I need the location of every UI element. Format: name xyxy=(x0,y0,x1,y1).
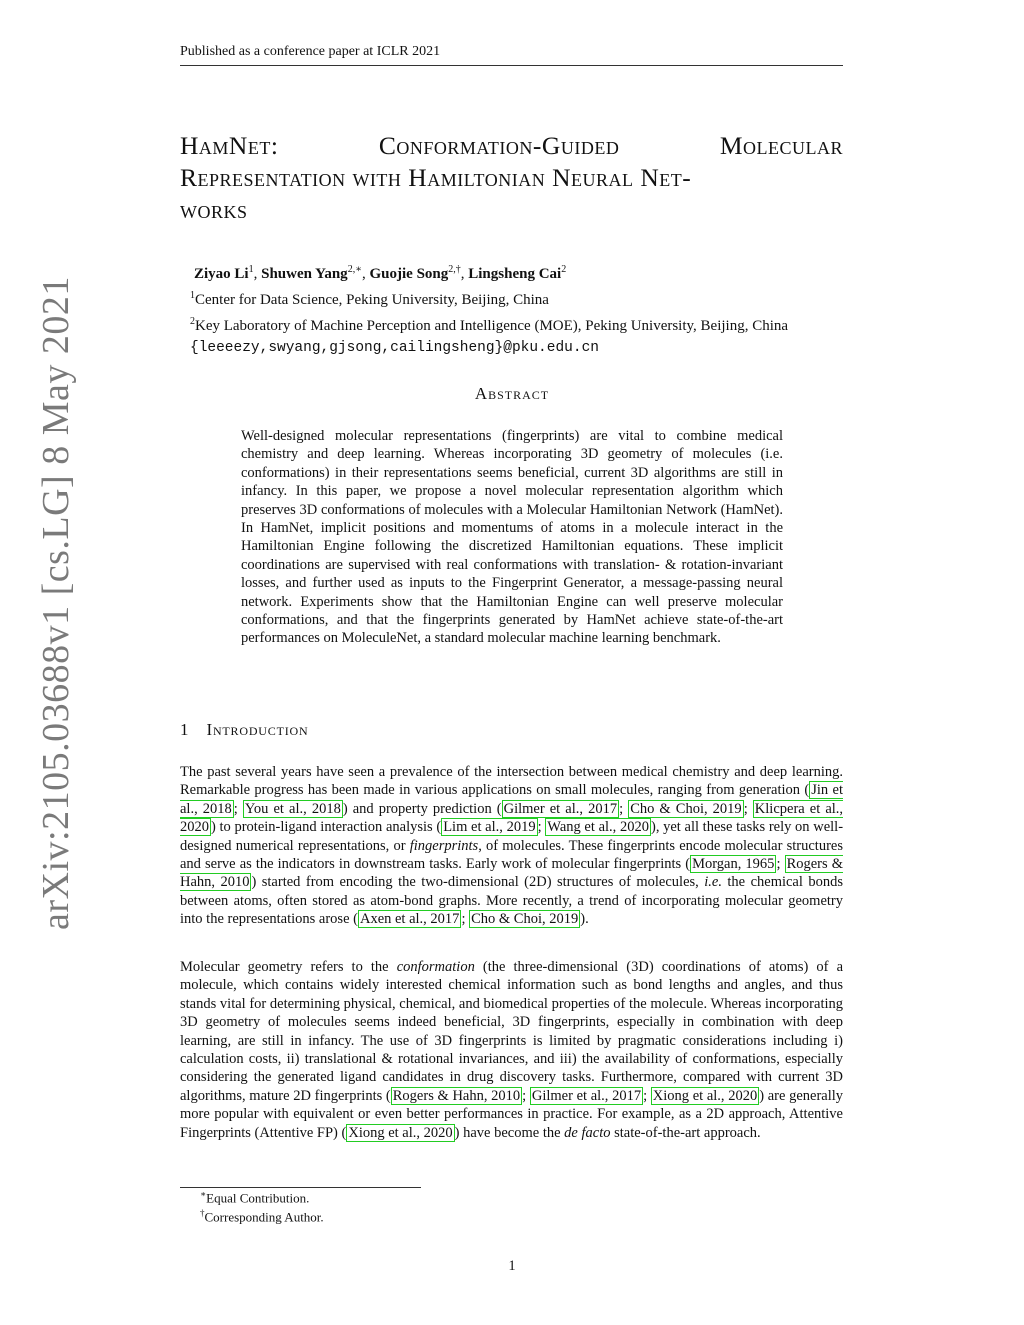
affiliation-2 xyxy=(180,311,880,337)
affiliation-text: Center for Data Science, Peking University, Beijing, China xyxy=(195,292,549,308)
page-number: 1 xyxy=(508,1258,516,1274)
citation-separator: ; xyxy=(537,819,546,836)
citation-separator: ; xyxy=(776,856,785,873)
footnote-2 xyxy=(200,1208,324,1225)
citation-link[interactable]: Rogers & Hahn, 2010 xyxy=(392,1087,521,1104)
email-text: {leeeezy,swyang,gjsong,cailingsheng}@pku.edu.cn xyxy=(190,340,599,356)
citation-separator: ; xyxy=(233,800,243,817)
author-emails xyxy=(180,337,880,359)
author-name: Guojie Song xyxy=(369,266,449,282)
title-line-2: Representation with Hamiltonian Neural Net- xyxy=(180,163,692,192)
abstract-body: Well-designed molecular representations (fingerprints) are vital to combine medical chemistry and deep learning. Whereas incorporating 3D geometry of molecules (i.e. conformations) in their representations seems beneficial, current 3D algorithms are still in infancy. In this paper, we propose a novel molecular representation algorithm which preserves 3D conformations of molecules with a Molecular Hamiltonian Network (HamNet). In HamNet, implicit positions and momentums of atoms in a molecule interact in the Hamiltonian Engine following the discretized Hamiltonian equations. These implicit coordinations are supervised with real conformations with translation- & rotation-invariant losses, and further used as inputs to the Fingerprint Generator, a message-passing neural network. Experiments show that the Hamiltonian Engine can well preserve molecular conformations, and that the fingerprints generated by HamNet achieve state-of-the-art performances on MoleculeNet, a standard molecular machine learning benchmark. xyxy=(241,428,783,647)
citation-separator: ; xyxy=(522,1087,530,1104)
body-text: Molecular geometry refers to the xyxy=(180,959,397,975)
citation-link[interactable]: Lim et al., 2019 xyxy=(443,819,536,836)
emphasis-text: i.e. xyxy=(704,874,722,891)
citation-link[interactable]: Xiong et al., 2020 xyxy=(348,1124,453,1141)
citation-separator: ; xyxy=(461,911,470,928)
author-names: Ziyao Li$^1$, Shuwen Yang$^{2,∗}$, Guojie Song$^{2,\dagger}$, Lingsheng Cai$^2$ xyxy=(194,264,567,282)
body-text: ) have become the xyxy=(454,1124,565,1141)
citation-separator: ; xyxy=(743,800,753,817)
citation-link[interactable]: Cho & Choi, 2019 xyxy=(471,911,579,928)
running-header: Published as a conference paper at ICLR 2021 xyxy=(180,44,843,66)
affiliation-mark: 2 xyxy=(561,264,567,275)
body-text: The past several years have seen a prevalence of the intersection between medical chemistry and deep learning. Remarkable progress has been made in various applications on small molecules, ranging from generation ( xyxy=(180,764,843,799)
title-line-3: works xyxy=(180,195,248,224)
body-text: ) started from encoding the two-dimensional (2D) structures of molecules, xyxy=(251,874,705,891)
body-text: , of molecules. These fingerprints encode molecular structures and serve as the indicators in downstream tasks. Early work of molecular fingerprints ( xyxy=(180,837,843,873)
author-name: Ziyao Li xyxy=(194,266,249,282)
affiliation-mark: 2,† xyxy=(448,264,461,275)
footnote-mark: ∗ xyxy=(200,1189,207,1199)
citation-link[interactable]: Morgan, 1965 xyxy=(692,856,775,873)
author-name: Lingsheng Cai xyxy=(468,266,562,282)
citation-link[interactable]: Wang et al., 2020 xyxy=(547,819,649,836)
title-word: Conformation-Guided xyxy=(378,131,620,160)
section-heading xyxy=(180,720,308,740)
citation-link[interactable]: Cho & Choi, 2019 xyxy=(630,800,742,817)
citation-link[interactable]: Gilmer et al., 2017 xyxy=(531,1087,642,1104)
body-text: ) to protein-ligand interaction analysis ( xyxy=(211,819,442,836)
title-word: Molecular xyxy=(719,131,843,160)
citation-link[interactable]: Jin et al., 2018 xyxy=(180,782,844,817)
citation-link[interactable]: Xiong et al., 2020 xyxy=(652,1087,758,1104)
affiliation-mark: 1 xyxy=(248,264,254,275)
citation-separator: ; xyxy=(643,1087,651,1104)
body-text: ) and property prediction ( xyxy=(342,800,502,817)
footnote-text: Corresponding Author. xyxy=(204,1209,324,1225)
body-text: the chemical bonds between atoms, often stored as atom-bond graphs. More recently, a trend of incorporating molecular geometry into the representations arose ( xyxy=(180,874,843,928)
citation-link[interactable]: Rogers & Hahn, 2010 xyxy=(180,856,844,891)
footnote-1 xyxy=(200,1189,309,1206)
paper-title xyxy=(180,130,843,226)
citation-link[interactable]: Klicpera et al., 2020 xyxy=(180,800,844,836)
arxiv-stamp: arXiv:2105.03688v1 [cs.LG] 8 May 2021 xyxy=(35,276,77,930)
title-line-1 xyxy=(180,130,843,162)
emphasis-text: conformation xyxy=(396,959,475,975)
footnote-rule xyxy=(180,1187,421,1188)
author-name: Shuwen Yang xyxy=(261,266,348,282)
citation-link[interactable]: Gilmer et al., 2017 xyxy=(503,800,618,817)
intro-paragraph-1 xyxy=(180,763,843,929)
footnote-text: Equal Contribution. xyxy=(206,1190,310,1206)
title-word: HamNet: xyxy=(180,131,279,160)
affiliation-mark: 2,∗ xyxy=(347,264,362,275)
affiliation-1 xyxy=(180,285,880,311)
section-title: Introduction xyxy=(206,720,309,739)
section-number: 1 xyxy=(180,720,189,739)
citation-link[interactable]: Axen et al., 2017 xyxy=(359,911,460,928)
intro-paragraph-2 xyxy=(180,958,843,1142)
footnote-mark: † xyxy=(200,1208,205,1218)
body-text: (the three-dimensional (3D) coordinations of atoms) of a molecule, which contains widely interested chemical information such as bond lengths and angles, and thus stands vital for determining physical, chemical, and biomedical properties of the molecule. Whereas incorporating 3D geometry of molecules seems indeed beneficial, 3D fingerprints, especially in combination with deep learning, are still in infancy. The use of 3D fingerprints is limited by pragmatic considerations including i) calculation costs, ii) translational & rotational invariances, and iii) the availability of conformations, especially considering the generated ligand candidates in drug discovery tasks. Furthermore, compared with current 3D algorithms, mature 2D fingerprints ( xyxy=(180,959,844,1104)
abstract-heading: Abstract xyxy=(474,384,550,403)
body-text: ). xyxy=(580,911,589,928)
author-block xyxy=(180,259,880,359)
affiliation-mark: 2 xyxy=(190,316,195,327)
body-text: state-of-the-art approach. xyxy=(610,1124,761,1141)
body-text: ) are generally more popular with equivalent or even better performances in practice. For example, as a 2D approach, Attentive Fingerprints (Attentive FP) ( xyxy=(180,1087,844,1141)
emphasis-text: de facto xyxy=(564,1124,611,1141)
emphasis-text: fingerprints xyxy=(409,837,479,854)
citation-link[interactable]: You et al., 2018 xyxy=(244,800,341,817)
affiliation-mark: 1 xyxy=(190,290,195,301)
citation-separator: ; xyxy=(619,800,629,817)
body-text: ), yet all these tasks rely on well-designed numerical representations, or xyxy=(180,819,844,854)
affiliation-text: Key Laboratory of Machine Perception and Intelligence (MOE), Peking University, Beijing, China xyxy=(195,318,789,334)
